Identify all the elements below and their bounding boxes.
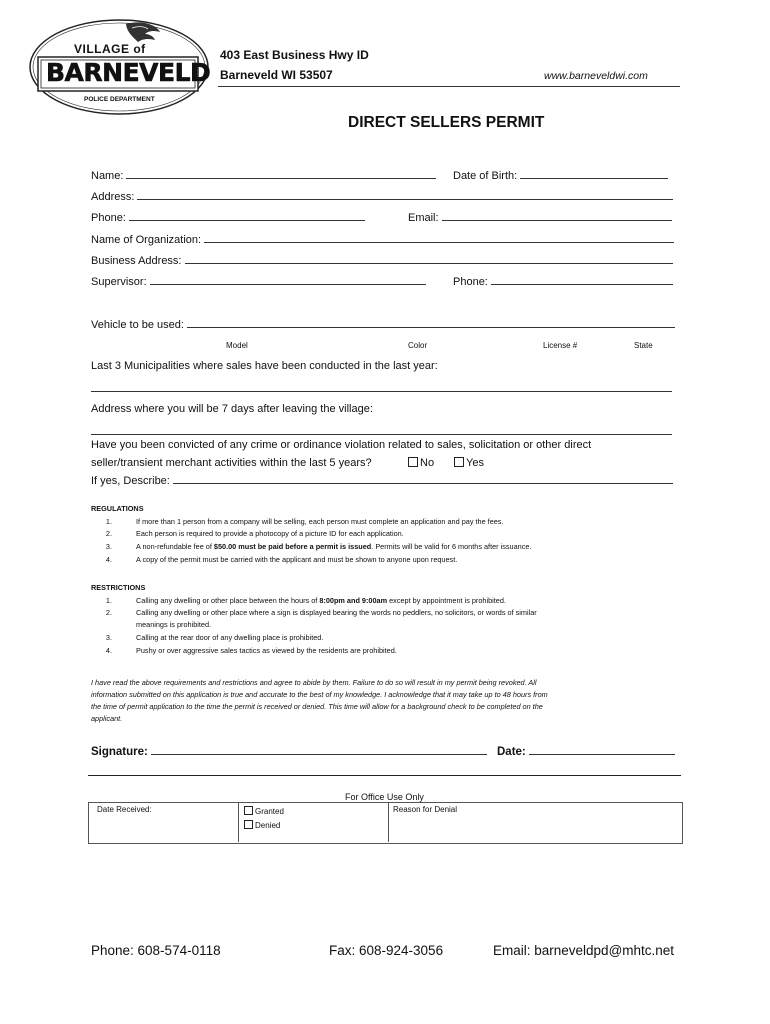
phone-field[interactable] (91, 210, 365, 224)
restrictions-heading: RESTRICTIONS (91, 583, 146, 592)
organization-line[interactable] (204, 232, 674, 243)
email-label: Email: (408, 212, 439, 224)
office-use-cell-divider-1 (238, 802, 239, 842)
denied-checkbox[interactable] (244, 820, 253, 829)
regulation-text: A copy of the permit must be carried with the applicant and must be shown to anyone upon request. (136, 555, 458, 564)
restriction-text-bold: 8:00pm and 9:00am (319, 596, 388, 605)
section-divider (88, 775, 681, 776)
address-label: Address: (91, 191, 135, 203)
vehicle-label: Vehicle to be used: (91, 319, 184, 331)
email-line[interactable] (442, 210, 672, 221)
supervisor-field[interactable] (91, 274, 426, 288)
organization-label: Name of Organization: (91, 234, 202, 246)
vehicle-sub-license: License # (543, 341, 578, 350)
dob-line[interactable] (520, 168, 668, 179)
restriction-text-cont: meanings is prohibited. (136, 620, 212, 629)
denied-label: Denied (255, 821, 281, 830)
phone-line[interactable] (129, 210, 365, 221)
vehicle-sub-state: State (634, 341, 653, 350)
village-logo (28, 18, 210, 116)
municipalities-label: Last 3 Municipalities where sales have been conducted in the last year: (91, 360, 438, 372)
agreement-line-4: applicant. (91, 714, 123, 723)
signature-date-label: Date: (497, 746, 526, 758)
regulation-text (136, 542, 531, 551)
office-use-table (88, 802, 683, 844)
supervisor-phone-line[interactable] (491, 274, 673, 285)
business-address-label: Business Address: (91, 255, 182, 267)
phone-label: Phone: (91, 212, 126, 224)
no-checkbox[interactable] (408, 457, 418, 467)
restriction-num: 3. (105, 633, 112, 642)
name-label: Name: (91, 170, 124, 182)
regulation-text-post: . Permits will be valid for 6 months after issuance. (371, 542, 532, 551)
restriction-text: Calling at the rear door of any dwelling place is prohibited. (136, 633, 324, 642)
regulation-num: 3. (105, 542, 112, 551)
yes-label: Yes (466, 457, 484, 469)
convicted-yes-option[interactable] (454, 457, 484, 469)
restriction-text (136, 596, 506, 605)
vehicle-field[interactable] (91, 317, 675, 331)
describe-label: If yes, Describe: (91, 475, 170, 487)
supervisor-phone-label: Phone: (453, 276, 488, 288)
vehicle-sub-model: Model (226, 341, 248, 350)
office-use-heading: For Office Use Only (345, 792, 424, 802)
granted-label: Granted (255, 807, 284, 816)
restriction-text: Calling any dwelling or other place where a sign is displayed bearing the words no peddlers, no solicitors, or words of similar (136, 608, 537, 617)
supervisor-line[interactable] (150, 274, 426, 285)
logo-line1: VILLAGE of (74, 42, 146, 56)
email-field[interactable] (408, 210, 672, 224)
header-website: www.barneveldwi.com (544, 70, 648, 82)
restriction-num: 4. (105, 646, 112, 655)
footer-email: Email: barneveldpd@mhtc.net (493, 943, 675, 958)
regulation-num: 4. (105, 555, 112, 564)
agreement-line-2: information submitted on this application is true and accurate to the best of my knowledge. I acknowledge that it may take up to 48 hours from (91, 690, 548, 699)
address-after-label: Address where you will be 7 days after leaving the village: (91, 403, 373, 415)
logo-line3: POLICE DEPARTMENT (84, 96, 155, 103)
vehicle-line[interactable] (187, 317, 675, 328)
supervisor-phone-field[interactable] (453, 274, 673, 288)
dob-field[interactable] (453, 168, 668, 182)
regulation-text: If more than 1 person from a company will be selling, each person must complete an application and pay the fees. (136, 517, 504, 526)
regulation-num: 1. (105, 517, 112, 526)
business-address-line[interactable] (185, 253, 673, 264)
organization-field[interactable] (91, 232, 674, 246)
name-field[interactable] (91, 168, 436, 182)
regulation-text-pre: A non-refundable fee of (136, 542, 214, 551)
yes-checkbox[interactable] (454, 457, 464, 467)
restriction-num: 1. (105, 596, 112, 605)
agreement-line-1: I have read the above requirements and restrictions and agree to abide by them. Failure to do so will result in my permit being revoked. All (91, 678, 537, 687)
regulation-num: 2. (105, 529, 112, 538)
supervisor-label: Supervisor: (91, 276, 147, 288)
granted-option[interactable] (244, 806, 284, 816)
header-address1: 403 East Business Hwy ID (220, 48, 369, 62)
granted-checkbox[interactable] (244, 806, 253, 815)
convicted-no-option[interactable] (408, 457, 434, 469)
signature-date-line[interactable] (529, 744, 675, 755)
restriction-text-pre: Calling any dwelling or other place between the hours of (136, 596, 320, 605)
page-title: DIRECT SELLERS PERMIT (348, 114, 545, 131)
address-line[interactable] (137, 189, 673, 200)
signature-label: Signature: (91, 746, 148, 758)
header-rule (218, 86, 680, 87)
convicted-question-2: seller/transient merchant activities within the last 5 years? (91, 457, 372, 469)
describe-line[interactable] (173, 473, 673, 484)
header-address2: Barneveld WI 53507 (220, 68, 333, 82)
denied-option[interactable] (244, 820, 280, 830)
name-line[interactable] (126, 168, 436, 179)
regulation-text: Each person is required to provide a photocopy of a picture ID for each application. (136, 529, 404, 538)
no-label: No (420, 457, 435, 469)
address-after-line[interactable] (91, 434, 672, 435)
address-field[interactable] (91, 189, 673, 203)
describe-field[interactable] (91, 473, 673, 487)
logo-line2: BARNEVELD (46, 58, 211, 87)
office-use-cell-divider-2 (388, 802, 389, 842)
restriction-text-post: except by appointment is prohibited. (387, 596, 506, 605)
business-address-field[interactable] (91, 253, 673, 267)
agreement-line-3: the time of permit application to the time the permit is received or denied. This time will allow for a background check to be completed on the (91, 702, 543, 711)
dob-label: Date of Birth: (453, 170, 518, 182)
restriction-num: 2. (105, 608, 112, 617)
date-received-label: Date Received: (97, 805, 152, 814)
regulations-heading: REGULATIONS (91, 504, 144, 513)
footer-phone: Phone: 608-574-0118 (91, 943, 221, 958)
regulation-text-bold: $50.00 must be paid before a permit is issued (213, 542, 372, 551)
signature-field[interactable] (91, 744, 487, 758)
municipalities-line[interactable] (91, 391, 672, 392)
convicted-question-1: Have you been convicted of any crime or ordinance violation related to sales, solicitation or other direct (91, 439, 592, 451)
vehicle-sub-color: Color (408, 341, 428, 350)
footer-fax: Fax: 608-924-3056 (329, 943, 444, 958)
signature-line[interactable] (151, 744, 487, 755)
signature-date-field[interactable] (497, 744, 675, 758)
restriction-text: Pushy or over aggressive sales tactics as viewed by the residents are prohibited. (136, 646, 397, 655)
reason-for-denial-label: Reason for Denial (393, 805, 458, 814)
